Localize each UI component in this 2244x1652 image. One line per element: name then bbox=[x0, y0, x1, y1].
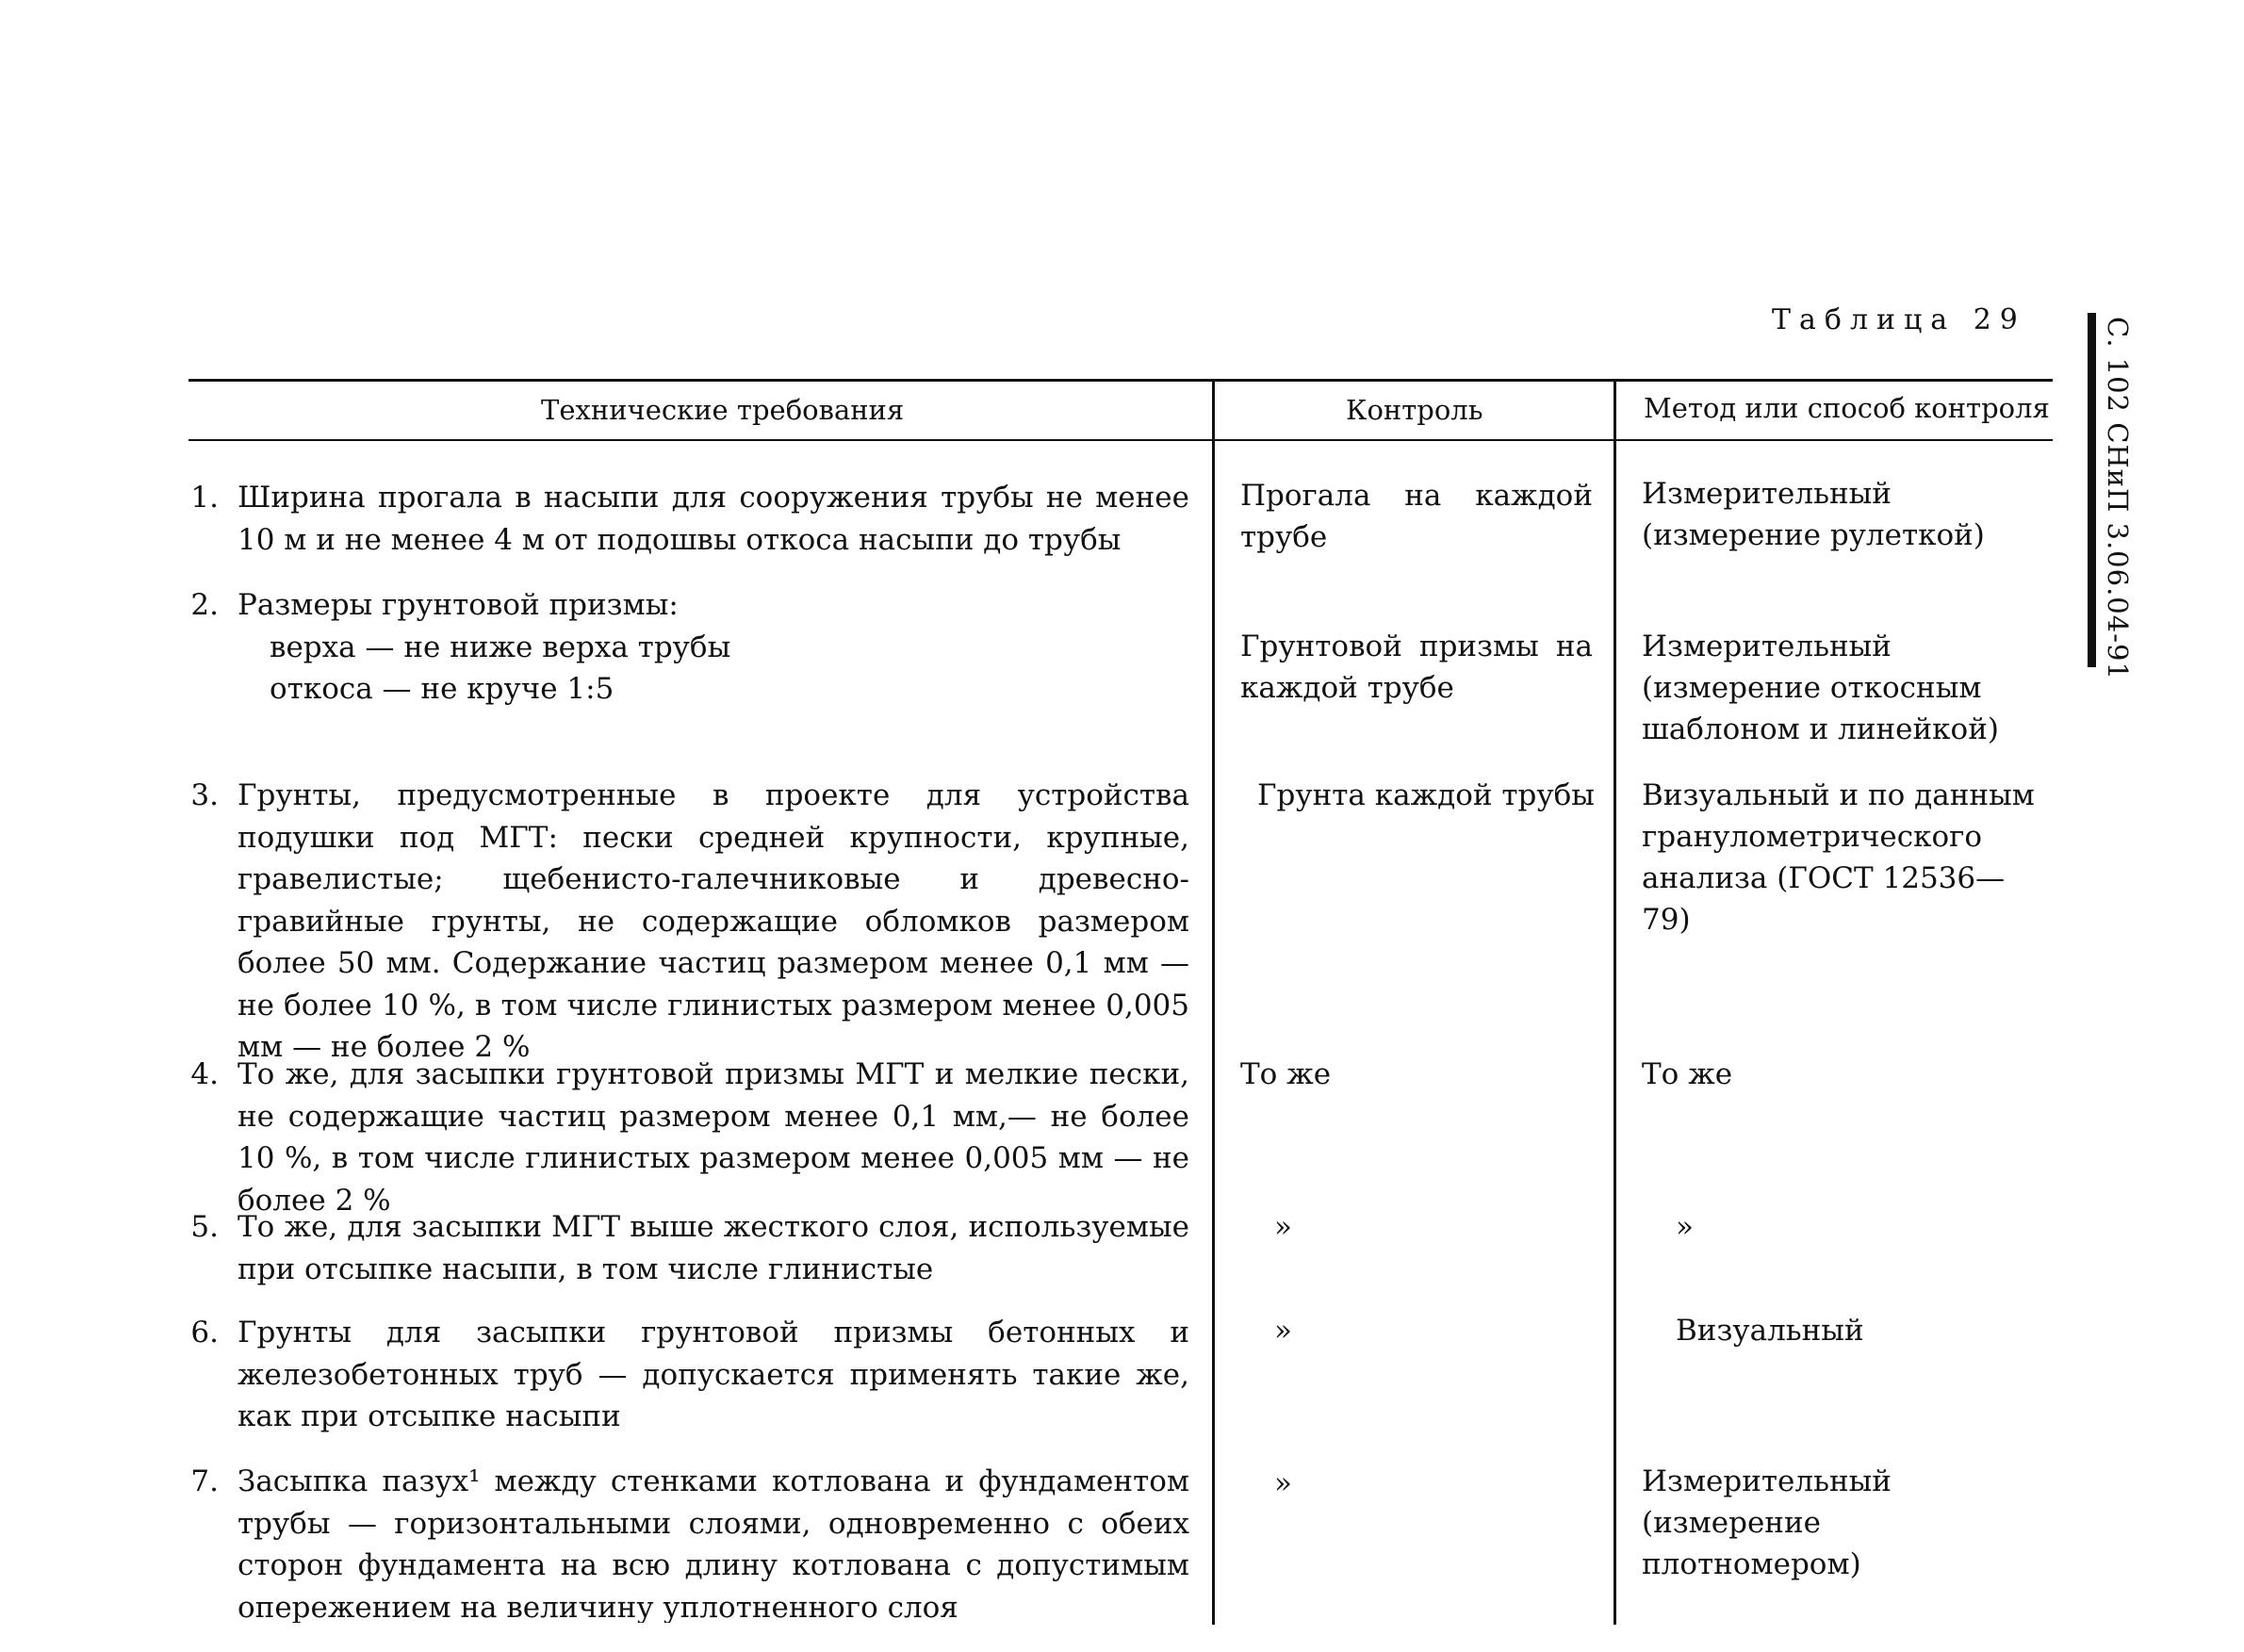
side-header-bar bbox=[2088, 313, 2096, 667]
column-header-control: Контроль bbox=[1346, 394, 1483, 426]
requirement-text bbox=[238, 1206, 1189, 1290]
row-number: 3. bbox=[190, 778, 219, 812]
row-number: 4. bbox=[190, 1057, 219, 1091]
column-header-requirements: Технические требования bbox=[541, 394, 905, 426]
control-text: » bbox=[1274, 1466, 1292, 1500]
method-text: То же bbox=[1642, 1057, 1733, 1091]
table-caption: Таблица 29 bbox=[1772, 303, 2026, 336]
row-number: 2. bbox=[190, 588, 219, 622]
method-text: Измерительный (измерение откосным шаблоном и линейкой) bbox=[1642, 630, 1999, 746]
requirement-line: Ширина прогала в насыпи для сооружения трубы не менее 10 м и не менее 4 м от подошвы откоса насыпи до трубы bbox=[238, 481, 1189, 557]
row-number: 6. bbox=[190, 1316, 219, 1349]
column-divider-2 bbox=[1613, 381, 1616, 1625]
row-number: 5. bbox=[190, 1210, 219, 1244]
requirement-line: Размеры грунтовой призмы: bbox=[238, 588, 679, 622]
requirement-line: откоса — не круче 1:5 bbox=[270, 672, 614, 706]
requirement-line: Грунты для засыпки грунтовой призмы бетонных и железобетонных труб — допускается применять такие же, как при отсыпке насыпи bbox=[238, 1316, 1189, 1433]
requirement-text bbox=[238, 1054, 1189, 1221]
control-text: Грунта каждой трубы bbox=[1257, 778, 1595, 812]
requirement-text bbox=[238, 584, 1189, 711]
control-text: То же bbox=[1240, 1057, 1332, 1091]
requirement-line: верха — не ниже верха трубы bbox=[270, 630, 731, 664]
row-number: 7. bbox=[190, 1464, 219, 1498]
method-text: Измерительный (измерение рулеткой) bbox=[1642, 477, 1985, 552]
method-text: » bbox=[1676, 1210, 1694, 1244]
column-divider-1 bbox=[1212, 381, 1215, 1625]
table-header-rule bbox=[188, 439, 2053, 441]
method-text: Измерительный (измерение плотномером) bbox=[1642, 1464, 1892, 1581]
requirement-text bbox=[238, 1461, 1189, 1623]
row-number: 1. bbox=[190, 481, 219, 515]
method-text: Визуальный и по данным гранулометрического анализа (ГОСТ 12536—79) bbox=[1642, 778, 2035, 937]
method-text: Визуальный bbox=[1676, 1314, 1864, 1348]
requirement-line: То же, для засыпки МГТ выше жесткого слоя, используемые при отсыпке насыпи, в том числе глинистые bbox=[238, 1210, 1189, 1286]
column-header-method: Метод или способ контроля bbox=[1644, 392, 2050, 424]
side-header: С. 102 СНиП 3.06.04-91 bbox=[2102, 317, 2134, 680]
control-text: Прогала на каждой трубе bbox=[1240, 479, 1593, 554]
requirement-text bbox=[238, 1312, 1189, 1438]
requirement-text bbox=[238, 477, 1189, 561]
control-text: » bbox=[1274, 1314, 1292, 1348]
requirement-line: То же, для засыпки грунтовой призмы МГТ и мелкие пески, не содержащие частиц размером менее 0,1 мм,— не более 10 %, в том числе глинистых размером менее 0,005 мм — не более 2 % bbox=[238, 1057, 1189, 1218]
requirement-line: Засыпка пазух¹ между стенками котлована и фундаментом трубы — горизонтальными слоями, одновременно с обеих сторон фундамента на всю длину котлована с допустимым опережением на величину уплотненного слоя bbox=[238, 1464, 1189, 1623]
table-top-rule bbox=[188, 379, 2053, 382]
control-text: Грунтовой призмы на каждой трубе bbox=[1240, 630, 1593, 705]
requirement-text bbox=[238, 775, 1189, 1069]
control-text: » bbox=[1274, 1210, 1292, 1244]
requirement-line: Грунты, предусмотренные в проекте для устройства подушки под МГТ: пески средней крупности, крупные, гравелистые; щебенисто-галечниковые и древесно-гравийные грунты, не содержащие обломков размером более 50 мм. Содержание частиц размером менее 0,1 мм — не более 10 %, в том числе глинистых размером менее 0,005 мм — не более 2 % bbox=[238, 778, 1189, 1064]
